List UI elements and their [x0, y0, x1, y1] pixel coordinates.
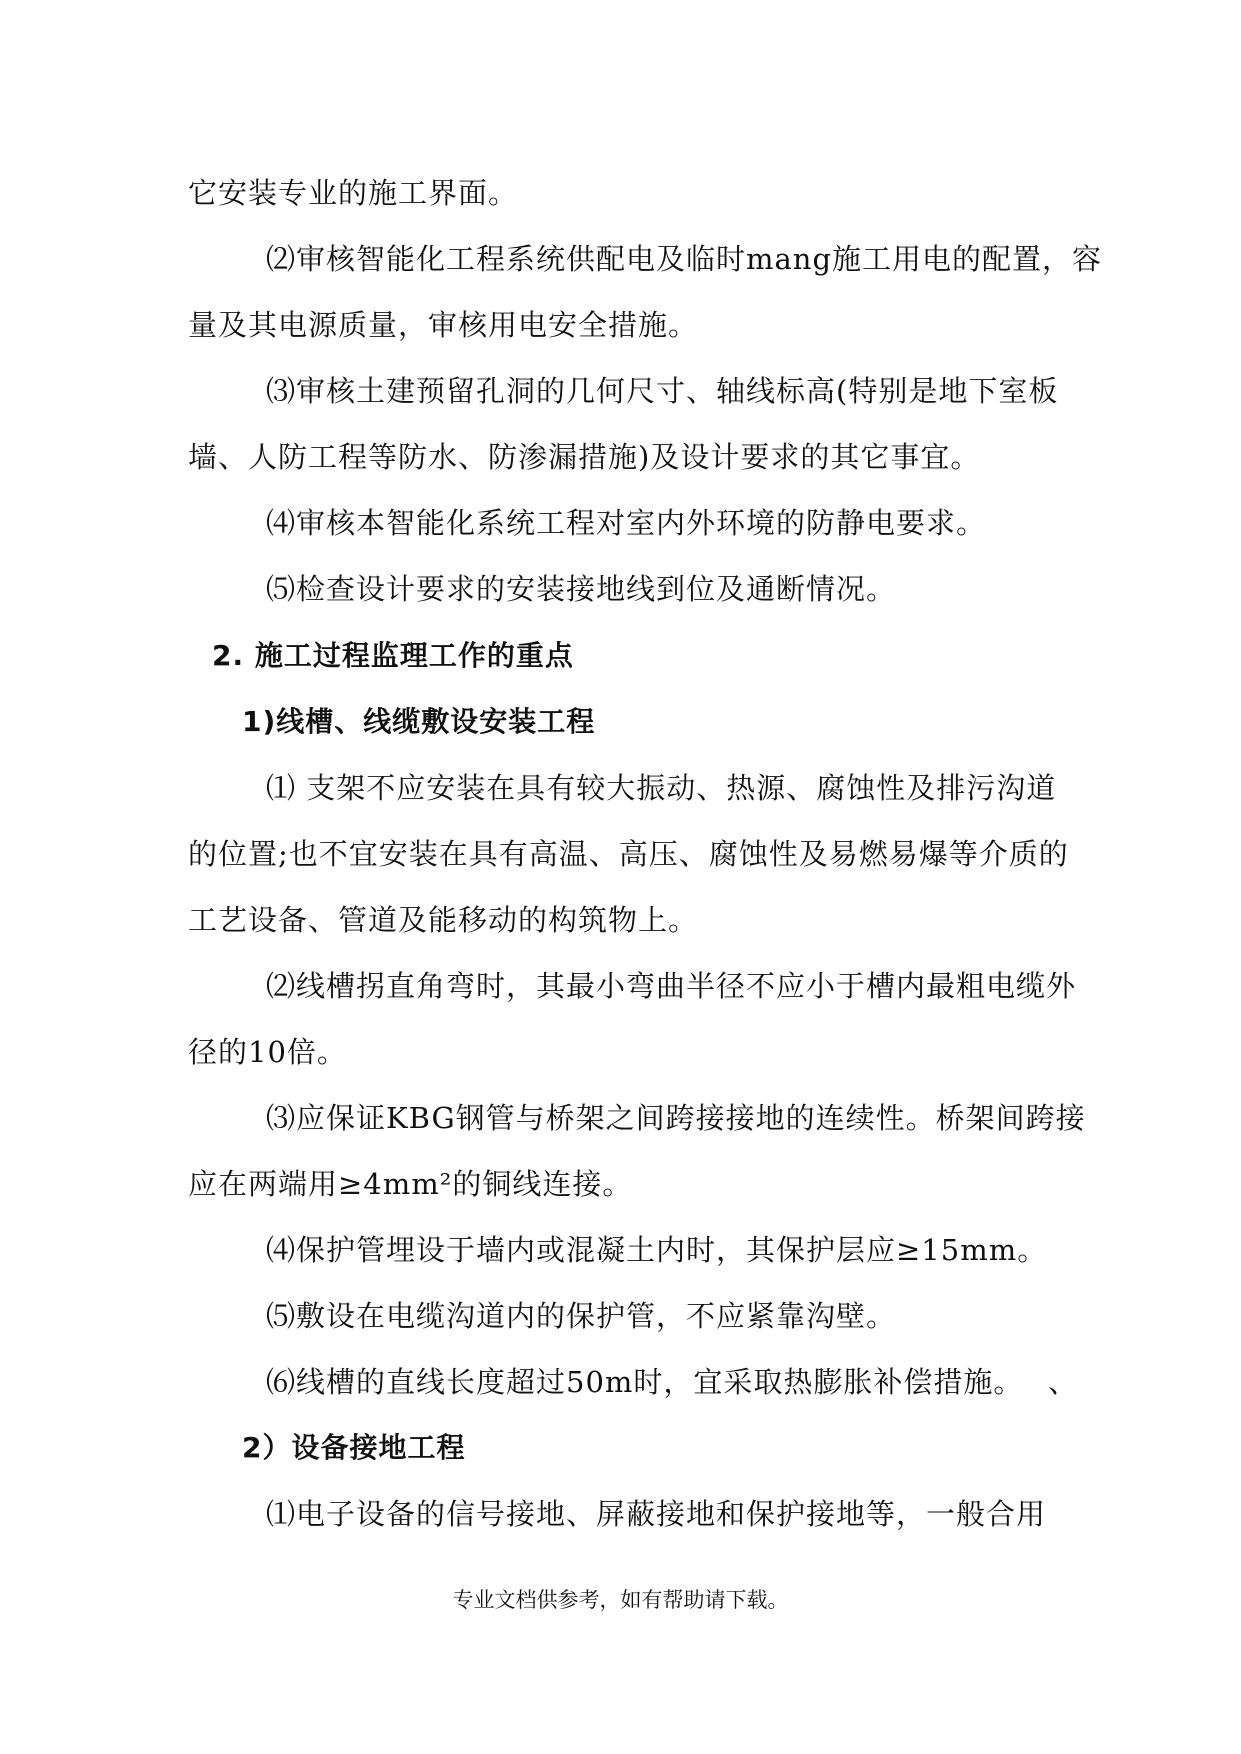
text-line-2: ⑵审核智能化工程系统供配电及临时mang施工用电的配置，容: [266, 242, 1103, 276]
text-line-16: 应在两端用≥4mm²的铜线连接。: [188, 1167, 633, 1201]
text-line-3: 量及其电源质量，审核用电安全措施。: [188, 308, 699, 342]
text-line-19: ⑹线槽的直线长度超过50m时，宜采取热膨胀补偿措施。: [266, 1365, 1024, 1399]
text-line-18: ⑸敷设在电缆沟道内的保护管，不应紧靠沟壁。: [266, 1299, 897, 1333]
text-line-11: 的位置;也不宜安装在具有高温、高压、腐蚀性及易燃易爆等介质的: [188, 837, 1069, 871]
page-footer: 专业文档供参考，如有帮助请下载。: [452, 1588, 789, 1612]
text-line-22: ⑴电子设备的信号接地、屏蔽接地和保护接地等，一般合用: [266, 1497, 1047, 1531]
text-line-10: ⑴ 支架不应安装在具有较大振动、热源、腐蚀性及排污沟道: [266, 771, 1057, 805]
subsection-heading-2: 2）设备接地工程: [242, 1431, 466, 1464]
text-line-5: 墙、人防工程等防水、防渗漏措施)及设计要求的其它事宜。: [188, 440, 981, 474]
text-line-12: 工艺设备、管道及能移动的构筑物上。: [188, 903, 699, 937]
section-heading: 2. 施工过程监理工作的重点: [212, 639, 574, 672]
text-line-7: ⑸检查设计要求的安装接地线到位及通断情况。: [266, 572, 897, 606]
text-line-17: ⑷保护管埋设于墙内或混凝土内时，其保护层应≥15mm。: [266, 1233, 1048, 1267]
text-line-6: ⑷审核本智能化系统工程对室内外环境的防静电要求。: [266, 506, 987, 540]
stray-comma-mark: 、: [1048, 1365, 1079, 1399]
text-line-13: ⑵线槽拐直角弯时，其最小弯曲半径不应小于槽内最粗电缆外: [266, 969, 1077, 1003]
text-line-14: 径的10倍。: [188, 1035, 347, 1069]
subsection-heading-1: 1)线槽、线缆敷设安装工程: [242, 705, 596, 738]
text-line-15: ⑶应保证KBG钢管与桥架之间跨接接地的连续性。桥架间跨接: [266, 1101, 1086, 1135]
text-line-4: ⑶审核土建预留孔洞的几何尺寸、轴线标高(特别是地下室板: [266, 374, 1059, 408]
text-line-1: 它安装专业的施工界面。: [188, 176, 519, 210]
